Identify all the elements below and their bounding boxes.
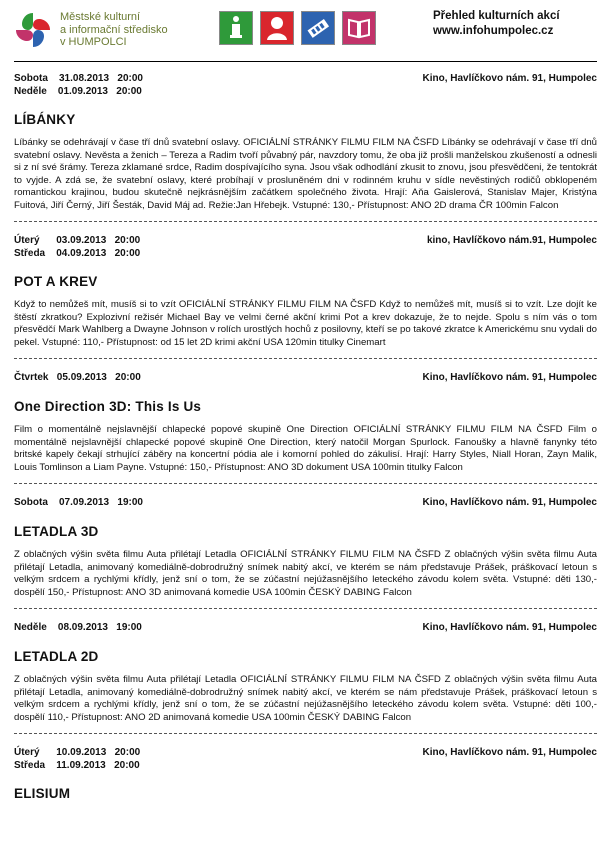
event-date-row: Neděle 08.09.2013 19:00 xyxy=(14,622,142,633)
event-description: Z oblačných výšin světa filmu Auta přilétají Letadla OFICIÁLNÍ STRÁNKY FILMU FILM NA ČSFD Z oblačných výšin světa filmu Auta přilétají Letadla, animovaný komediálně-dobrodružný snímek nabitý akcí, ve kterém se nám představuje Prášek, práškovací letoun s velkým srdcem a rychlými křídly, jenž sní o tom, že se zúčastní nejúžasnějšího leteckého závodu kolem světa. Vstupné: děti 100,- dospělí 110,- Přístupnost: ANO 2D animovaná komedie USA 100min ČESKÝ DABING Falcon xyxy=(14,674,597,723)
event-description: Z oblačných výšin světa filmu Auta přilétají Letadla OFICIÁLNÍ STRÁNKY FILMU FILM NA ČSFD Z oblačných výšin světa filmu Auta přilétají Letadla, animovaný komediálně-dobrodružný snímek nabitý akcí, ve kterém se nám představuje Prášek, práškovací letoun s velkým srdcem a rychlými křídly, jenž sní o tom, že se zúčastní nejúžasnějšího leteckého závodu kolem světa. Vstupné: děti 130,- dospělí 150,- Přístupnost: ANO 3D animovaná komedie USA 100min ČESKÝ DABING Falcon xyxy=(14,549,597,598)
event-venue: Kino, Havlíčkovo nám. 91, Humpolec xyxy=(422,622,597,633)
mkis-logo-icon xyxy=(14,11,52,49)
event-date-row: Neděle 01.09.2013 20:00 xyxy=(14,86,142,97)
header-divider xyxy=(14,61,597,62)
event-title: LETADLA 2D xyxy=(14,649,99,664)
event-description: Film o momentálně nejslavnější chlapecké popové skupině One Direction OFICIÁLNÍ STRÁNKY FILMU FILM NA ČSFD Film o momentálně nejslavnější chlapecké popové skupině One Direction, který natočil Morgan Spurlock. Fanoušky a hlavně fanynky této britské kapely čekají strhující záběry na koncertní pódia ale i komorní pohled do zákulisí. Hrají: Harry Styles, Niall Horan, Zayn Malik, Louis Tomlinson a Liam Payne. Vstupné: 150,- Přístupnost: ANO 3D dokument USA 100min titulky Falcon xyxy=(14,424,597,473)
header-url[interactable]: www.infohumpolec.cz xyxy=(433,25,554,37)
open-book-icon[interactable] xyxy=(342,11,376,45)
logo-line: a informační středisko xyxy=(60,23,168,36)
event-item xyxy=(14,496,597,599)
event-divider xyxy=(14,733,597,734)
person-silhouette-icon[interactable] xyxy=(260,11,294,45)
info-icon[interactable] xyxy=(219,11,253,45)
logo-line: v HUMPOLCI xyxy=(60,36,127,48)
header-title: Přehled kulturních akcí xyxy=(433,10,560,22)
logo-line: Městské kulturní xyxy=(60,11,141,23)
event-dates xyxy=(14,621,597,635)
event-description: Když to nemůžeš mít, musíš si to vzít OFICIÁLNÍ STRÁNKY FILMU FILM NA ČSFD Když to nemůžeš mít, musíš si to vzít. Lze dojít ke štěstí zkratkou? Explozivní režisér Michael Bay ve velmi černé akční krimi Pot a krev dokazuje, že to nejde. Spolu s ním vás o tom přesvědčí Mark Wahlberg a Dwayne Johnson v rolích urostlých hochů z posilovny, kteří se po takové zkratce k Americkému snu vydali do pekel. Vstupné: 110,- Přístupnost: od 15 let 2D krimi akční USA 120min titulky Cinemart xyxy=(14,299,597,348)
organization-name xyxy=(60,11,168,49)
event-divider xyxy=(14,358,597,359)
event-date-row: Úterý 10.09.2013 20:00 xyxy=(14,747,141,758)
event-date-row: Úterý 03.09.2013 20:00 xyxy=(14,235,141,246)
event-title: LÍBÁNKY xyxy=(14,112,76,127)
event-dates xyxy=(14,72,597,98)
event-venue: kino, Havlíčkovo nám.91, Humpolec xyxy=(426,235,597,246)
event-dates xyxy=(14,746,597,772)
event-date-row: Sobota 31.08.2013 20:00 xyxy=(14,73,143,84)
event-item xyxy=(14,72,597,212)
event-title: LETADLA 3D xyxy=(14,524,99,539)
event-date-row: Sobota 07.09.2013 19:00 xyxy=(14,497,143,508)
event-date-row: Čtvrtek 05.09.2013 20:00 xyxy=(14,372,141,383)
event-dates xyxy=(14,234,597,260)
header-right xyxy=(433,9,583,39)
event-dates xyxy=(14,496,597,510)
event-venue: Kino, Havlíčkovo nám. 91, Humpolec xyxy=(422,497,597,508)
event-item xyxy=(14,621,597,724)
film-ticket-icon[interactable] xyxy=(301,11,335,45)
event-divider xyxy=(14,483,597,484)
event-title: POT A KREV xyxy=(14,274,98,289)
event-description: Líbánky se odehrávají v čase tří dnů svatební oslavy. OFICIÁLNÍ STRÁNKY FILMU FILM NA ČSFD Líbánky se odehrávají v čase tří dnů svatební oslavy. Nevěsta a ženich – Tereza a Radim tvoří půvabný pár, navzdory tomu, že oba již prošli manželskou zkušeností a odnesli si z ní své šrámy. Tereza zklamané srdce, Radim dospívajícího syna. Jsou však odhodlání zkusit to znovu, jsou přesvědčeni, že tentokrát to vyjde. A zdá se, že svatební oslavy, které probíhají v prosluněném dni v rodinném kruhu v sídle nevěstiných rodičů obklopeném romantickou krajinou, budou skutečně nejkrásnějším začátkem společného života. Hrají: Aňa Gaislerová, Stanislav Majer, Kristýna Fuitová, Jiří Černý, Jiří Šesták, David Máj ad. Režie:Jan Hřebejk. Vstupné: 130,- Přístupnost: ANO 2D drama ČR 100min Falcon xyxy=(14,137,597,211)
event-title: ELISIUM xyxy=(14,786,71,801)
event-venue: Kino, Havlíčkovo nám. 91, Humpolec xyxy=(422,73,597,84)
event-venue: Kino, Havlíčkovo nám. 91, Humpolec xyxy=(422,747,597,758)
page-header xyxy=(0,0,603,62)
event-item xyxy=(14,371,597,474)
category-icons xyxy=(219,11,376,45)
event-list xyxy=(14,72,597,811)
event-item xyxy=(14,746,597,801)
event-title: One Direction 3D: This Is Us xyxy=(14,399,202,414)
event-dates xyxy=(14,371,597,385)
event-item xyxy=(14,234,597,349)
event-divider xyxy=(14,221,597,222)
event-divider xyxy=(14,608,597,609)
event-date-row: Středa 04.09.2013 20:00 xyxy=(14,248,141,259)
event-date-row: Středa 11.09.2013 20:00 xyxy=(14,760,140,771)
event-venue: Kino, Havlíčkovo nám. 91, Humpolec xyxy=(422,372,597,383)
